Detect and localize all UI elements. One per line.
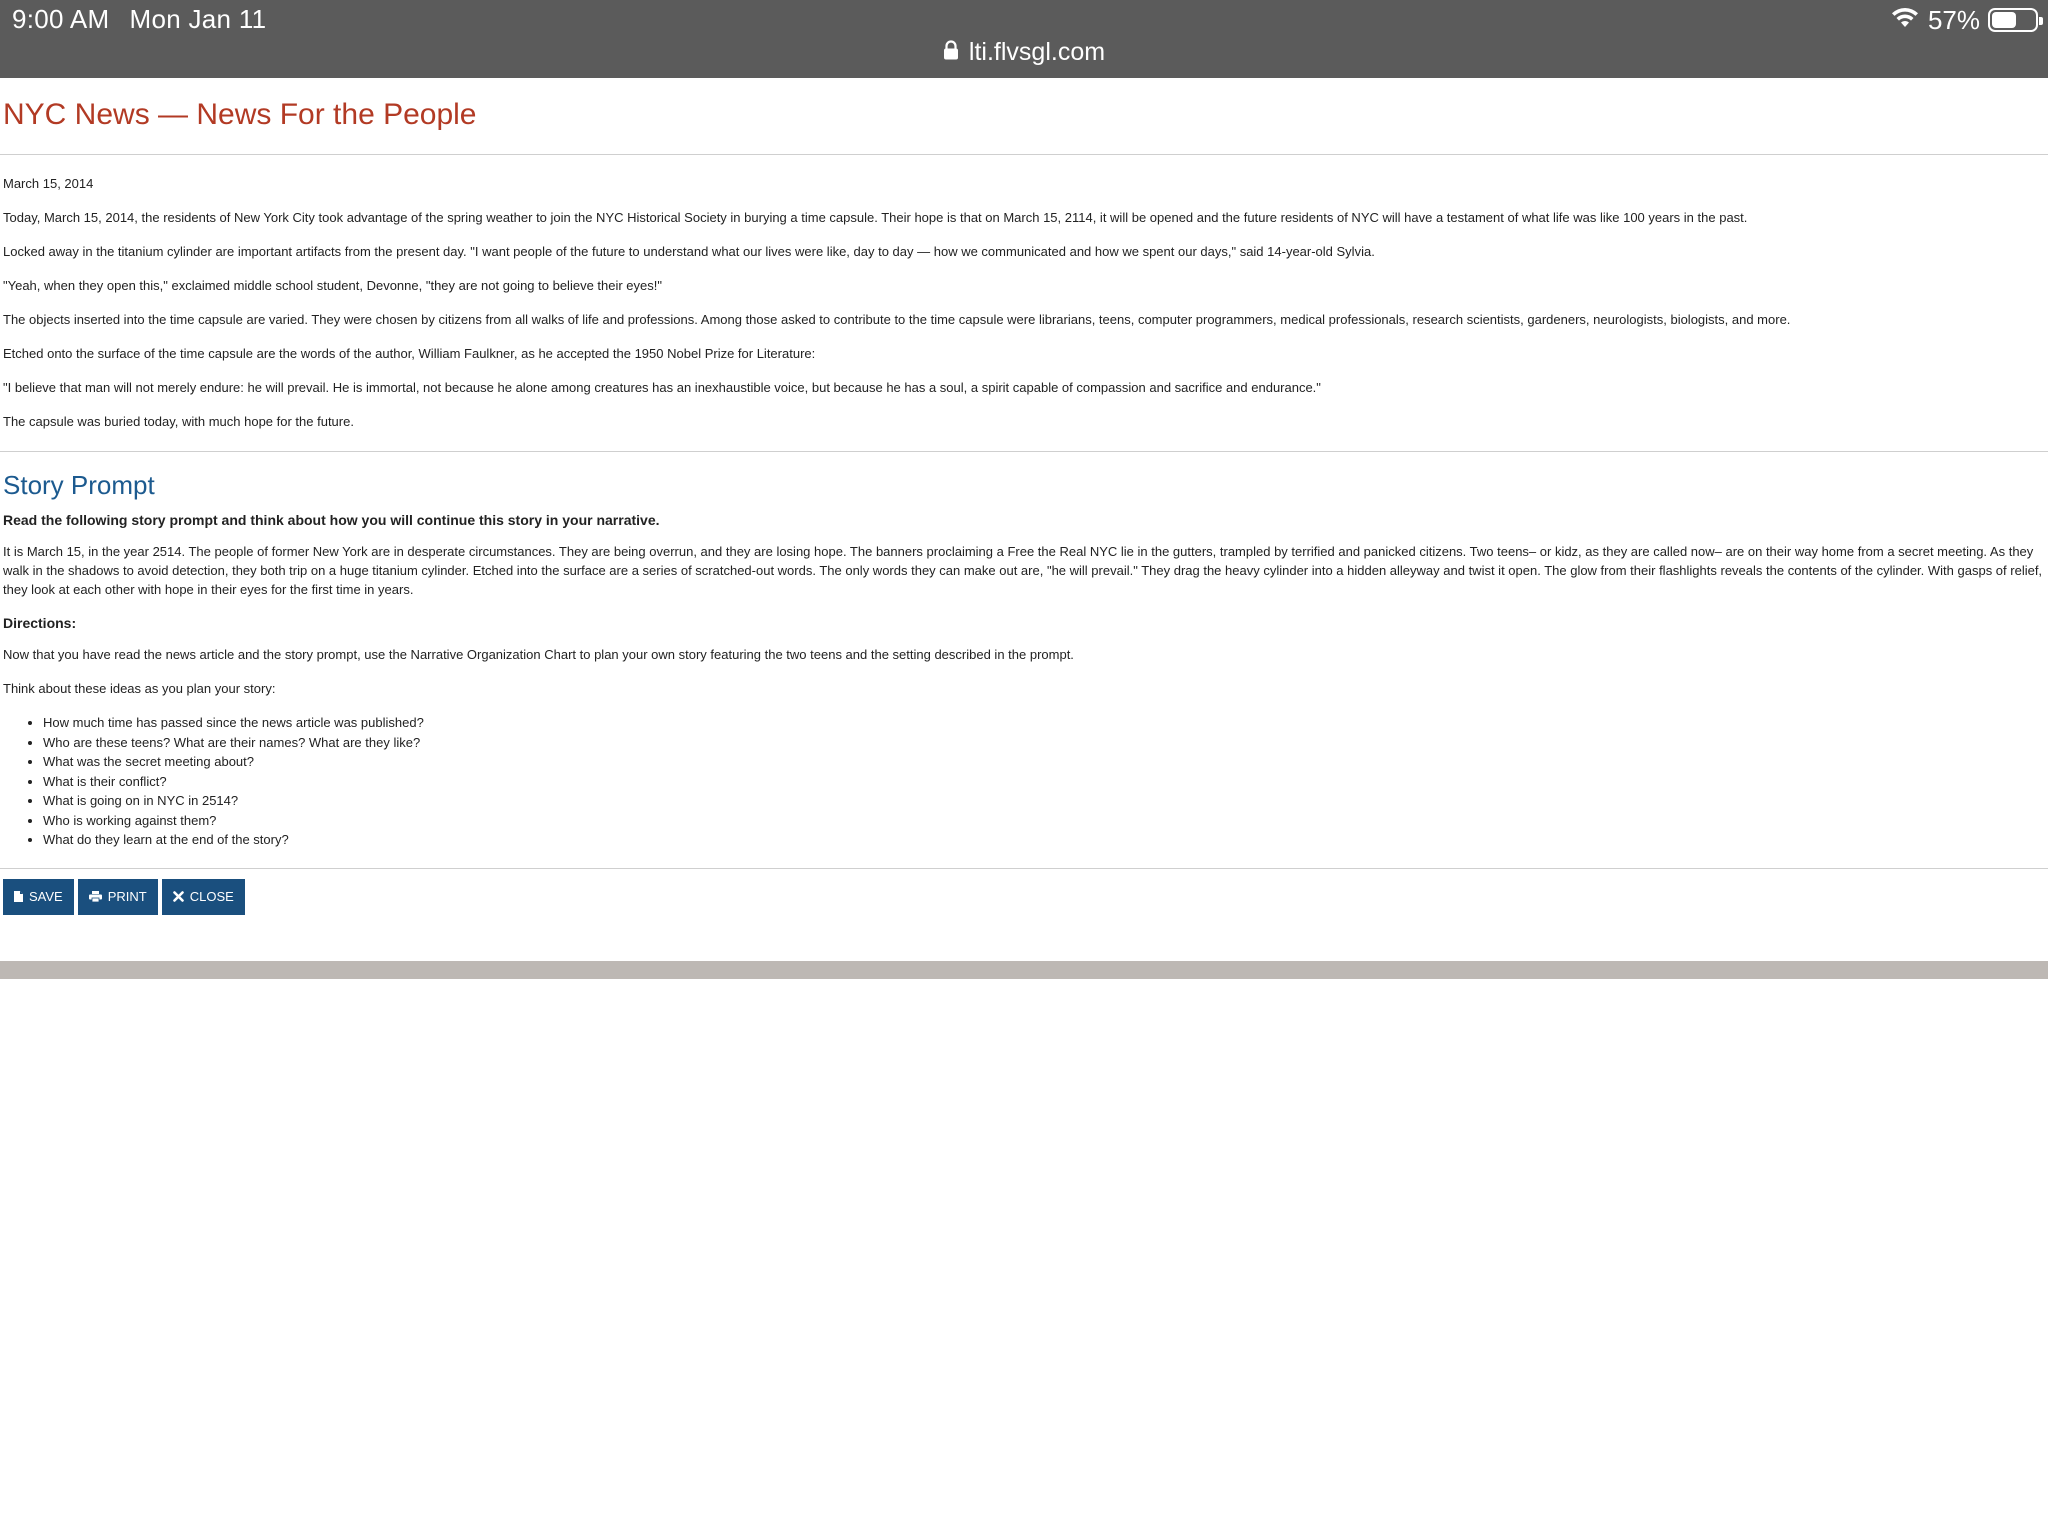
article-paragraph: Etched onto the surface of the time capsule are the words of the author, William Faulkner, as he accepted the 1950 Nobel Prize for Literature: (3, 346, 816, 361)
article-paragraph: The capsule was buried today, with much hope for the future. (3, 414, 354, 429)
page-title: NYC News — News For the People (3, 98, 477, 131)
article-paragraph: "I believe that man will not merely endure: he will prevail. He is immortal, not because he alone among creatures has an inexhaustible voice, but because he has a soul, a spirit capable of compassion and sacrifice and endurance." (3, 380, 1321, 395)
list-item: • What is going on in NYC in 2514? (43, 791, 2045, 811)
lock-icon (943, 38, 959, 67)
news-article (0, 155, 2048, 431)
address-bar[interactable] (0, 38, 2048, 67)
close-button[interactable] (162, 879, 245, 915)
status-time-date (12, 4, 286, 35)
save-label: SAVE (29, 889, 63, 904)
list-item: • What was the secret meeting about? (43, 752, 2045, 772)
article-paragraph: Today, March 15, 2014, the residents of New York City took advantage of the spring weather to join the NYC Historical Society in burying a time capsule. Their hope is that on March 15, 2114, it will be opened and the future residents of NYC will have a testament of what life was like 100 years in the past. (3, 210, 1748, 225)
save-button[interactable] (3, 879, 74, 915)
article-date: March 15, 2014 (3, 176, 94, 191)
list-item: • Who is working against them? (43, 811, 2045, 831)
battery-level (1992, 12, 2016, 28)
list-item: • What do they learn at the end of the story? (43, 830, 2045, 850)
close-label: CLOSE (189, 889, 234, 904)
print-label: PRINT (107, 889, 147, 904)
article-paragraph: "Yeah, when they open this," exclaimed middle school student, Devonne, "they are not going to believe their eyes!" (3, 278, 662, 293)
close-icon (173, 891, 184, 902)
footer-bar (0, 961, 2048, 979)
status-bar (0, 0, 2048, 78)
list-item: • How much time has passed since the news article was published? (43, 713, 2045, 733)
article-paragraph: Locked away in the titanium cylinder are important artifacts from the present day. "I want people of the future to understand what our lives were like, day to day — how we communicated and how we spent our days," said 14-year-old Sylvia. (3, 244, 1375, 259)
battery-tip (2039, 17, 2043, 25)
think-intro: Think about these ideas as you plan your story: (3, 681, 276, 696)
wifi-icon (1890, 5, 1920, 36)
list-item: • What is their conflict? (43, 772, 2045, 792)
prompt-story: It is March 15, in the year 2514. The people of former New York are in desperate circumstances. They are being overrun, and they are losing hope. The banners proclaiming a Free the Real NYC lie in the gutters, trampled by terrified and panicked citizens. Two teens– or kidz, as they are called now– are on their way home from a secret meeting. As they walk in the shadows to avoid detection, they both trip on a huge titanium cylinder. Etched into the surface are a series of scratched-out words. The only words they can make out are, "he will prevail." They drag the heavy cylinder into a hidden alleyway and twist it open. The glow from their flashlights reveals the contents of the cylinder. With gasps of relief, they look at each other with hope in their eyes for the first time in years. (3, 544, 2043, 597)
prompt-instruction: Read the following story prompt and think about how you will continue this story in your narrative. (3, 512, 660, 528)
status-indicators (1890, 6, 2038, 34)
action-toolbar (0, 869, 2048, 923)
battery-percent: 57% (1927, 4, 1980, 35)
directions-text: Now that you have read the news article and the story prompt, use the Narrative Organization Chart to plan your own story featuring the two teens and the setting described in the prompt. (3, 647, 1074, 662)
status-time: 9:00 AM (12, 4, 110, 34)
printer-icon (89, 891, 102, 902)
story-prompt (0, 511, 2048, 850)
print-button[interactable] (78, 879, 158, 915)
url-text[interactable]: lti.flvsgl.com (968, 38, 1106, 66)
page-content (0, 78, 2048, 923)
article-paragraph: The objects inserted into the time capsule are varied. They were chosen by citizens from all walks of life and professions. Among those asked to contribute to the time capsule were librarians, teens, computer programmers, medical professionals, research scientists, gardeners, neurologists, biologists, and more. (3, 312, 1791, 327)
idea-list (3, 713, 2045, 850)
story-prompt-heading: Story Prompt (3, 470, 155, 500)
list-item: • Who are these teens? What are their names? What are they like? (43, 733, 2045, 753)
file-icon (14, 891, 23, 902)
status-date: Mon Jan 11 (129, 4, 267, 34)
battery-icon (1988, 8, 2038, 32)
directions-label: Directions: (3, 615, 77, 631)
